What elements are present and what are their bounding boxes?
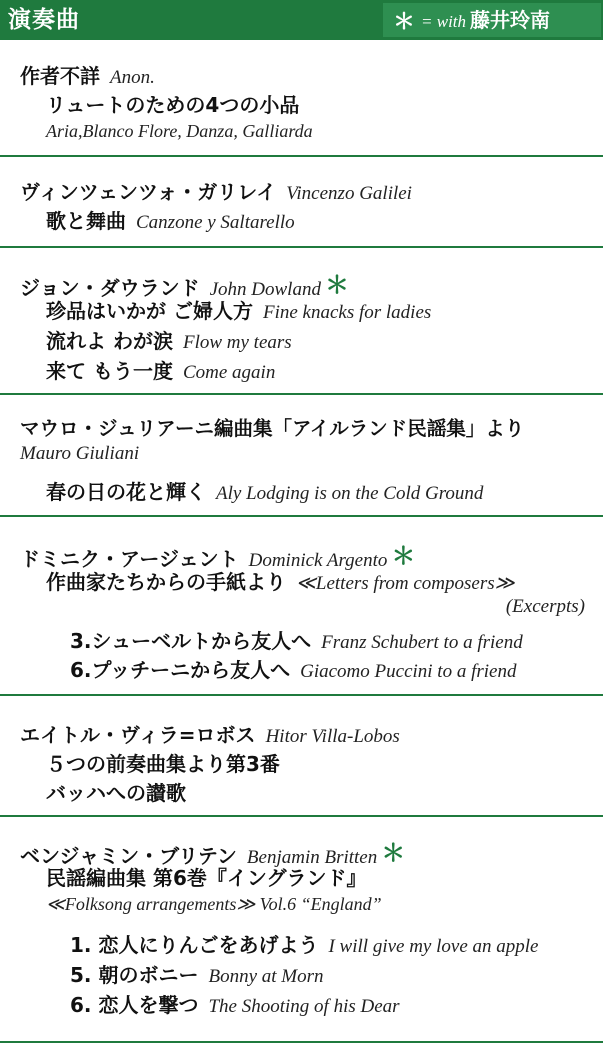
argento-work-line: [46, 566, 515, 595]
work-title-jp: バッハへの讃歌: [46, 781, 186, 805]
composer-name-en: Mauro Giuliani: [20, 443, 140, 464]
composer-name-en: Dominick Argento: [248, 550, 388, 571]
composer-name-en: Vincenzo Galilei: [286, 183, 412, 204]
giuliani-composer-line: [20, 443, 139, 465]
dowland-work-line: [46, 295, 431, 324]
section-divider: [0, 246, 603, 248]
britten-item-line: [70, 959, 324, 988]
performer-star-icon: ＊: [391, 542, 416, 570]
dowland-work-line: [46, 325, 292, 354]
item-title-en: Giacomo Puccini to a friend: [300, 661, 517, 682]
villalobos-composer-line: [20, 719, 400, 748]
composer-name-en: John Dowland: [209, 279, 321, 300]
composer-name-jp: 作者不詳: [20, 64, 100, 88]
section-divider: [0, 155, 603, 157]
anon-work-line: [46, 89, 299, 118]
britten-work-line: [46, 862, 366, 891]
work-title-en: Fine knacks for ladies: [262, 302, 432, 323]
work-title-en: Flow my tears: [182, 332, 292, 353]
section-divider: [0, 1041, 603, 1043]
britten-work-en-line: [46, 894, 382, 915]
item-title-en: Bonny at Morn: [208, 966, 324, 987]
composer-name-jp: ベンジャミン・ブリテン: [20, 844, 237, 868]
collection-title-jp: マウロ・ジュリアーニ編曲集「アイルランド民謡集」より: [20, 417, 525, 440]
argento-item-line: [70, 654, 516, 683]
work-title-jp: 作曲家たちからの手紙より: [46, 570, 286, 594]
item-title-en: I will give my love an apple: [328, 936, 539, 957]
item-title-jp: 6.プッチーニから友人へ: [70, 658, 291, 682]
composer-name-en: Hitor Villa-Lobos: [265, 726, 400, 747]
britten-item-line: [70, 989, 400, 1018]
work-title-jp: ５つの前奏曲集より第3番: [46, 752, 280, 776]
composer-name-jp: ジョン・ダウランド: [20, 276, 200, 300]
header-bar: [0, 0, 603, 40]
giuliani-title-line: [20, 413, 524, 441]
composer-name-jp: ヴィンツェンツォ・ガリレイ: [20, 180, 277, 204]
performer-star-icon: ＊: [324, 271, 349, 299]
item-title-jp: 6. 恋人を撃つ: [70, 993, 199, 1017]
work-title-jp: 春の日の花と輝く: [46, 480, 206, 504]
work-title-jp: 来て もう一度: [46, 359, 173, 383]
item-title-jp: 5. 朝のボニー: [70, 963, 199, 987]
legend-box: [383, 3, 601, 37]
britten-item-line: [70, 929, 538, 958]
work-title-jp: 珍品はいかが ご婦人方: [46, 299, 253, 323]
villalobos-work-line: [46, 748, 280, 777]
galilei-composer-line: [20, 176, 412, 205]
section-divider: [0, 393, 603, 395]
anon-movements-line: [46, 121, 313, 142]
item-title-jp: 3.シューベルトから友人へ: [70, 629, 312, 653]
composer-name-jp: ドミニク・アージェント: [20, 547, 239, 571]
section-divider: [0, 694, 603, 696]
legend-with-text: = with: [421, 12, 467, 31]
item-title-jp: 1. 恋人にりんごをあげよう: [70, 933, 319, 957]
work-title-en: ≪Letters from composers≫: [296, 573, 515, 594]
composer-name-en: Anon.: [110, 67, 155, 88]
work-title-jp: リュートのための4つの小品: [46, 93, 300, 117]
argento-item-line: [70, 625, 523, 654]
work-title-en: Canzone y Saltarello: [136, 212, 295, 233]
section-divider: [0, 515, 603, 517]
work-title-en: ≪Folksong arrangements≫ Vol.6 “England”: [46, 894, 382, 914]
item-title-en: The Shooting of his Dear: [208, 996, 400, 1017]
composer-name-jp: エイトル・ヴィラ=ロボス: [20, 723, 256, 747]
legend-performer-name: 藤井玲南: [470, 8, 551, 32]
page-title: 演奏曲: [8, 7, 80, 33]
item-title-en: Franz Schubert to a friend: [321, 632, 523, 653]
work-title-jp: 民謡編曲集 第6巻『イングランド』: [46, 866, 367, 890]
work-title-jp: 歌と舞曲: [46, 209, 126, 233]
movements-en: Aria,Blanco Flore, Danza, Galliarda: [46, 121, 313, 141]
work-title-en: Come again: [182, 362, 276, 383]
anon-composer-line: [20, 60, 155, 89]
work-title-jp: 流れよ わが涙: [46, 329, 173, 353]
villalobos-work2-line: [46, 777, 186, 806]
argento-excerpts-line: [506, 596, 585, 618]
galilei-work-line: [46, 205, 295, 234]
work-title-en: Aly Lodging is on the Cold Ground: [216, 483, 484, 504]
excerpts-label: (Excerpts): [505, 596, 585, 617]
legend-star-icon: ＊: [393, 10, 416, 35]
dowland-work-line: [46, 355, 275, 384]
giuliani-work-line: [46, 476, 483, 505]
performer-star-icon: ＊: [381, 839, 406, 867]
section-divider: [0, 815, 603, 817]
composer-name-en: Benjamin Britten: [246, 847, 378, 868]
